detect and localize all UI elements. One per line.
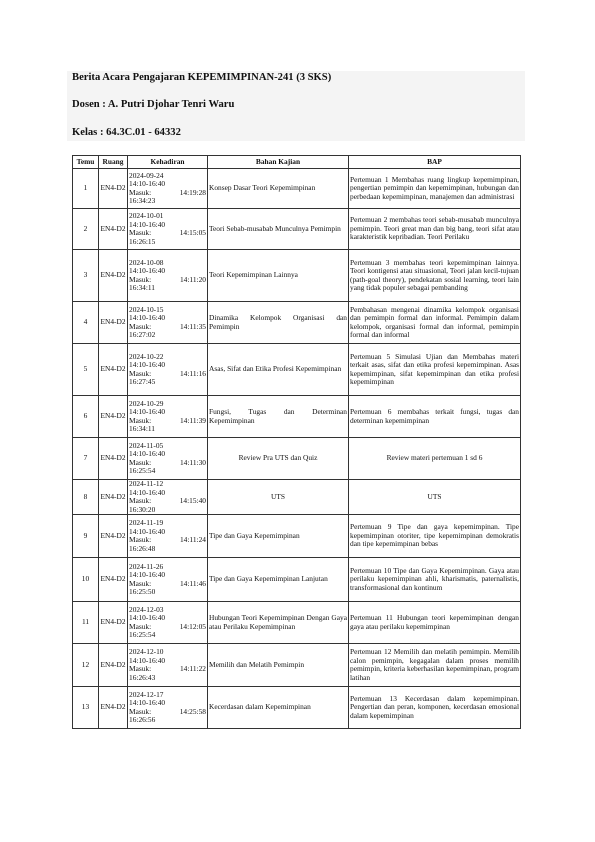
header-bahan-kajian: Bahan Kajian xyxy=(208,156,349,169)
topic-cell: Teori Sebab-musabab Munculnya Pemimpin xyxy=(208,209,349,250)
attendance-masuk: Masuk: 14:11:39 xyxy=(129,415,206,425)
meeting-number: 1 xyxy=(73,169,99,209)
attendance-cell xyxy=(128,209,208,250)
attendance-date: 2024-12-17 xyxy=(129,689,164,699)
attendance-cell xyxy=(128,602,208,644)
bap-cell: Pertemuan 9 Tipe dan gaya kepemimpinan. Tipe kepemimpinan otoriter, tipe kepemimpinan demokratis dan tipe kepemimpinan bebas xyxy=(349,515,521,558)
attendance-time: 14:10-16:40 xyxy=(129,655,166,665)
topic-cell: Hubungan Teori Kepemimpinan Dengan Gaya atau Perilaku Kepemimpinan xyxy=(208,602,349,644)
attendance-cell xyxy=(128,344,208,396)
attendance-cell xyxy=(128,396,208,438)
table-row xyxy=(73,558,521,602)
topic-cell: Tipe dan Gaya Kepemimpinan xyxy=(208,515,349,558)
bap-cell: Pertemuan 3 membahas teori kepemimpinan lainnya. Teori kontigensi atau situasional, Teori jalan kecil-tujuan (path-goal theory), pendekatan sosial learning, teori lain yang tidak populer sebagai pembanding xyxy=(349,250,521,302)
attendance-cell xyxy=(128,515,208,558)
header-bap: BAP xyxy=(349,156,521,169)
document-header xyxy=(67,71,525,141)
meeting-number: 2 xyxy=(73,209,99,250)
attendance-date: 2024-11-05 xyxy=(129,440,164,450)
attendance-masuk: Masuk: 14:19:28 xyxy=(129,187,206,197)
attendance-masuk: Masuk: 14:25:58 xyxy=(129,706,206,716)
attendance-time: 14:10-16:40 xyxy=(129,570,166,579)
attendance-masuk: Masuk: 14:11:22 xyxy=(129,664,206,673)
meeting-number: 5 xyxy=(73,344,99,396)
attendance-cell xyxy=(128,250,208,302)
room-cell: EN4-D2 xyxy=(99,602,128,644)
attendance-time: 14:10-16:40 xyxy=(129,313,166,322)
bap-cell: Pertemuan 5 Simulasi Ujian dan Membahas materi terkait asas, sifat dan etika profesi kepemimpinan. Asas kepemimpinan, sifat kepemimpinan dan etika profesi kepemimpinan xyxy=(349,344,521,396)
room-cell: EN4-D2 xyxy=(99,480,128,515)
attendance-time: 14:10-16:40 xyxy=(129,360,166,369)
attendance-keluar: 16:34:11 xyxy=(129,283,156,292)
room-cell: EN4-D2 xyxy=(99,209,128,250)
attendance-keluar: 16:26:56 xyxy=(129,715,156,724)
attendance-cell xyxy=(128,302,208,344)
table-header-row xyxy=(73,156,521,169)
attendance-keluar: 16:26:15 xyxy=(129,236,156,246)
attendance-keluar: 16:27:02 xyxy=(129,330,156,339)
attendance-keluar: 16:34:23 xyxy=(129,196,156,205)
room-cell: EN4-D2 xyxy=(99,438,128,480)
topic-cell: Review Pra UTS dan Quiz xyxy=(208,438,349,480)
meeting-number: 7 xyxy=(73,438,99,480)
topic-cell: UTS xyxy=(208,480,349,515)
attendance-date: 2024-12-03 xyxy=(129,604,164,614)
attendance-time: 14:10-16:40 xyxy=(129,266,166,275)
topic-cell: Kecerdasan dalam Kepemimpinan xyxy=(208,687,349,729)
attendance-cell xyxy=(128,687,208,729)
attendance-time: 14:10-16:40 xyxy=(129,407,166,416)
attendance-keluar: 16:30:20 xyxy=(129,504,156,514)
topic-cell: Tipe dan Gaya Kepemimpinan Lanjutan xyxy=(208,558,349,602)
table-row xyxy=(73,344,521,396)
attendance-cell xyxy=(128,169,208,209)
meeting-number: 12 xyxy=(73,644,99,687)
attendance-keluar: 16:25:54 xyxy=(129,630,156,639)
attendance-masuk: Masuk: 14:11:24 xyxy=(129,535,206,544)
attendance-time: 14:10-16:40 xyxy=(129,487,166,497)
attendance-keluar: 16:25:54 xyxy=(129,466,156,475)
attendance-keluar: 16:34:11 xyxy=(129,424,156,433)
attendance-time: 14:10-16:40 xyxy=(129,449,166,458)
table-row xyxy=(73,169,521,209)
attendance-date: 2024-09-24 xyxy=(129,170,164,180)
table-row xyxy=(73,687,521,729)
bap-cell: UTS xyxy=(349,480,521,515)
meeting-number: 4 xyxy=(73,302,99,344)
room-cell: EN4-D2 xyxy=(99,302,128,344)
topic-cell: Dinamika Kelompok Organisasi dan Pemimpin xyxy=(208,302,349,344)
attendance-time: 14:10-16:40 xyxy=(129,613,166,622)
attendance-date: 2024-10-01 xyxy=(129,211,164,220)
table-row xyxy=(73,480,521,515)
attendance-date: 2024-10-15 xyxy=(129,304,164,314)
table-row xyxy=(73,209,521,250)
topic-cell: Asas, Sifat dan Etika Profesi Kepemimpinan xyxy=(208,344,349,396)
bap-cell: Pertemuan 10 Tipe dan Gaya Kepemimpinan. Gaya atau perilaku kepemimpinan ahli, kharismatis, paternalistis, transformasional dan kontinum xyxy=(349,558,521,602)
attendance-date: 2024-11-19 xyxy=(129,518,164,527)
class-line: Kelas : 64.3C.01 - 64332 xyxy=(72,127,181,138)
teaching-record-table xyxy=(72,155,521,729)
header-ruang: Ruang xyxy=(99,156,128,169)
attendance-date: 2024-10-08 xyxy=(129,257,164,267)
attendance-date: 2024-10-22 xyxy=(129,351,164,361)
attendance-time: 14:10-16:40 xyxy=(129,698,166,707)
attendance-keluar: 16:26:43 xyxy=(129,672,156,682)
attendance-cell xyxy=(128,438,208,480)
table-row xyxy=(73,250,521,302)
table-row xyxy=(73,438,521,480)
room-cell: EN4-D2 xyxy=(99,687,128,729)
room-cell: EN4-D2 xyxy=(99,250,128,302)
attendance-masuk: Masuk: 14:11:35 xyxy=(129,321,206,331)
attendance-masuk: Masuk: 14:11:46 xyxy=(129,578,206,588)
bap-cell: Pertemuan 13 Kecerdasan dalam kepemimpinan. Pengertian dan peran, komponen, kecerdasan emosional dalam kepemimpinan xyxy=(349,687,521,729)
attendance-keluar: 16:27:45 xyxy=(129,377,156,386)
attendance-masuk: Masuk: 14:12:05 xyxy=(129,621,206,631)
table-row xyxy=(73,396,521,438)
topic-cell: Teori Kepemimpinan Lainnya xyxy=(208,250,349,302)
room-cell: EN4-D2 xyxy=(99,558,128,602)
attendance-masuk: Masuk: 14:11:20 xyxy=(129,274,206,284)
header-temu: Temu xyxy=(73,156,99,169)
meeting-number: 13 xyxy=(73,687,99,729)
attendance-masuk: Masuk: 14:11:30 xyxy=(129,457,206,467)
room-cell: EN4-D2 xyxy=(99,344,128,396)
attendance-date: 2024-11-26 xyxy=(129,561,164,571)
table-row xyxy=(73,302,521,344)
bap-cell: Pertemuan 11 Hubungan teori kepemimpinan dengan gaya atau perilaku kepemimpinan xyxy=(349,602,521,644)
header-kehadiran: Kehadiran xyxy=(128,156,208,169)
attendance-masuk: Masuk: 14:15:05 xyxy=(129,228,206,237)
meeting-number: 9 xyxy=(73,515,99,558)
attendance-date: 2024-10-29 xyxy=(129,398,164,408)
topic-cell: Memilih dan Melatih Pemimpin xyxy=(208,644,349,687)
attendance-cell xyxy=(128,644,208,687)
attendance-masuk: Masuk: 14:15:40 xyxy=(129,496,206,505)
attendance-time: 14:10-16:40 xyxy=(129,179,166,188)
attendance-cell xyxy=(128,558,208,602)
bap-cell: Pertemuan 12 Memilih dan melatih pemimpin. Memilih calon pemimpin, kegagalan dalam proses memilih pemimpin, kriteria keberhasilan kepemimpinan, program latihan xyxy=(349,644,521,687)
topic-cell: Konsep Dasar Teori Kepemimpinan xyxy=(208,169,349,209)
bap-cell: Pertemuan 1 Membahas ruang lingkup kepemimpinan, pengertian pemimpin dan kepemimpinan, hubungan dan perbedaan kepemimpinan, manajemen dan administrasi xyxy=(349,169,521,209)
topic-cell: Fungsi, Tugas dan Determinan Kepemimpinan xyxy=(208,396,349,438)
table-body xyxy=(73,169,521,729)
meeting-number: 8 xyxy=(73,480,99,515)
table-row xyxy=(73,644,521,687)
bap-cell: Pembahasan mengenai dinamika kelompok organisasi dan pemimpin formal dan informal. Pemimpin dalam kelompok, organisasi formal dan informal, pemimpin formal dan informal xyxy=(349,302,521,344)
attendance-date: 2024-11-12 xyxy=(129,479,164,488)
attendance-masuk: Masuk: 14:11:16 xyxy=(129,368,206,378)
attendance-keluar: 16:26:48 xyxy=(129,543,156,553)
bap-cell: Pertemuan 2 membahas teori sebab-musabab munculnya pemimpin. Teori great man dan big bang, teori sifat atau karakteristik kepribadian. Teori Perilaku xyxy=(349,209,521,250)
attendance-time: 14:10-16:40 xyxy=(129,219,166,229)
document-title: Berita Acara Pengajaran KEPEMIMPINAN-241 (3 SKS) xyxy=(72,72,332,83)
table-row xyxy=(73,602,521,644)
bap-cell: Review materi pertemuan 1 sd 6 xyxy=(349,438,521,480)
attendance-cell xyxy=(128,480,208,515)
attendance-keluar: 16:25:50 xyxy=(129,587,156,596)
meeting-number: 3 xyxy=(73,250,99,302)
attendance-date: 2024-12-10 xyxy=(129,647,164,656)
meeting-number: 10 xyxy=(73,558,99,602)
attendance-time: 14:10-16:40 xyxy=(129,526,166,536)
room-cell: EN4-D2 xyxy=(99,515,128,558)
bap-cell: Pertemuan 6 membahas terkait fungsi, tugas dan determinan kepemimpinan xyxy=(349,396,521,438)
room-cell: EN4-D2 xyxy=(99,396,128,438)
meeting-number: 6 xyxy=(73,396,99,438)
room-cell: EN4-D2 xyxy=(99,644,128,687)
meeting-number: 11 xyxy=(73,602,99,644)
table-row xyxy=(73,515,521,558)
room-cell: EN4-D2 xyxy=(99,169,128,209)
lecturer-line: Dosen : A. Putri Djohar Tenri Waru xyxy=(72,99,235,110)
